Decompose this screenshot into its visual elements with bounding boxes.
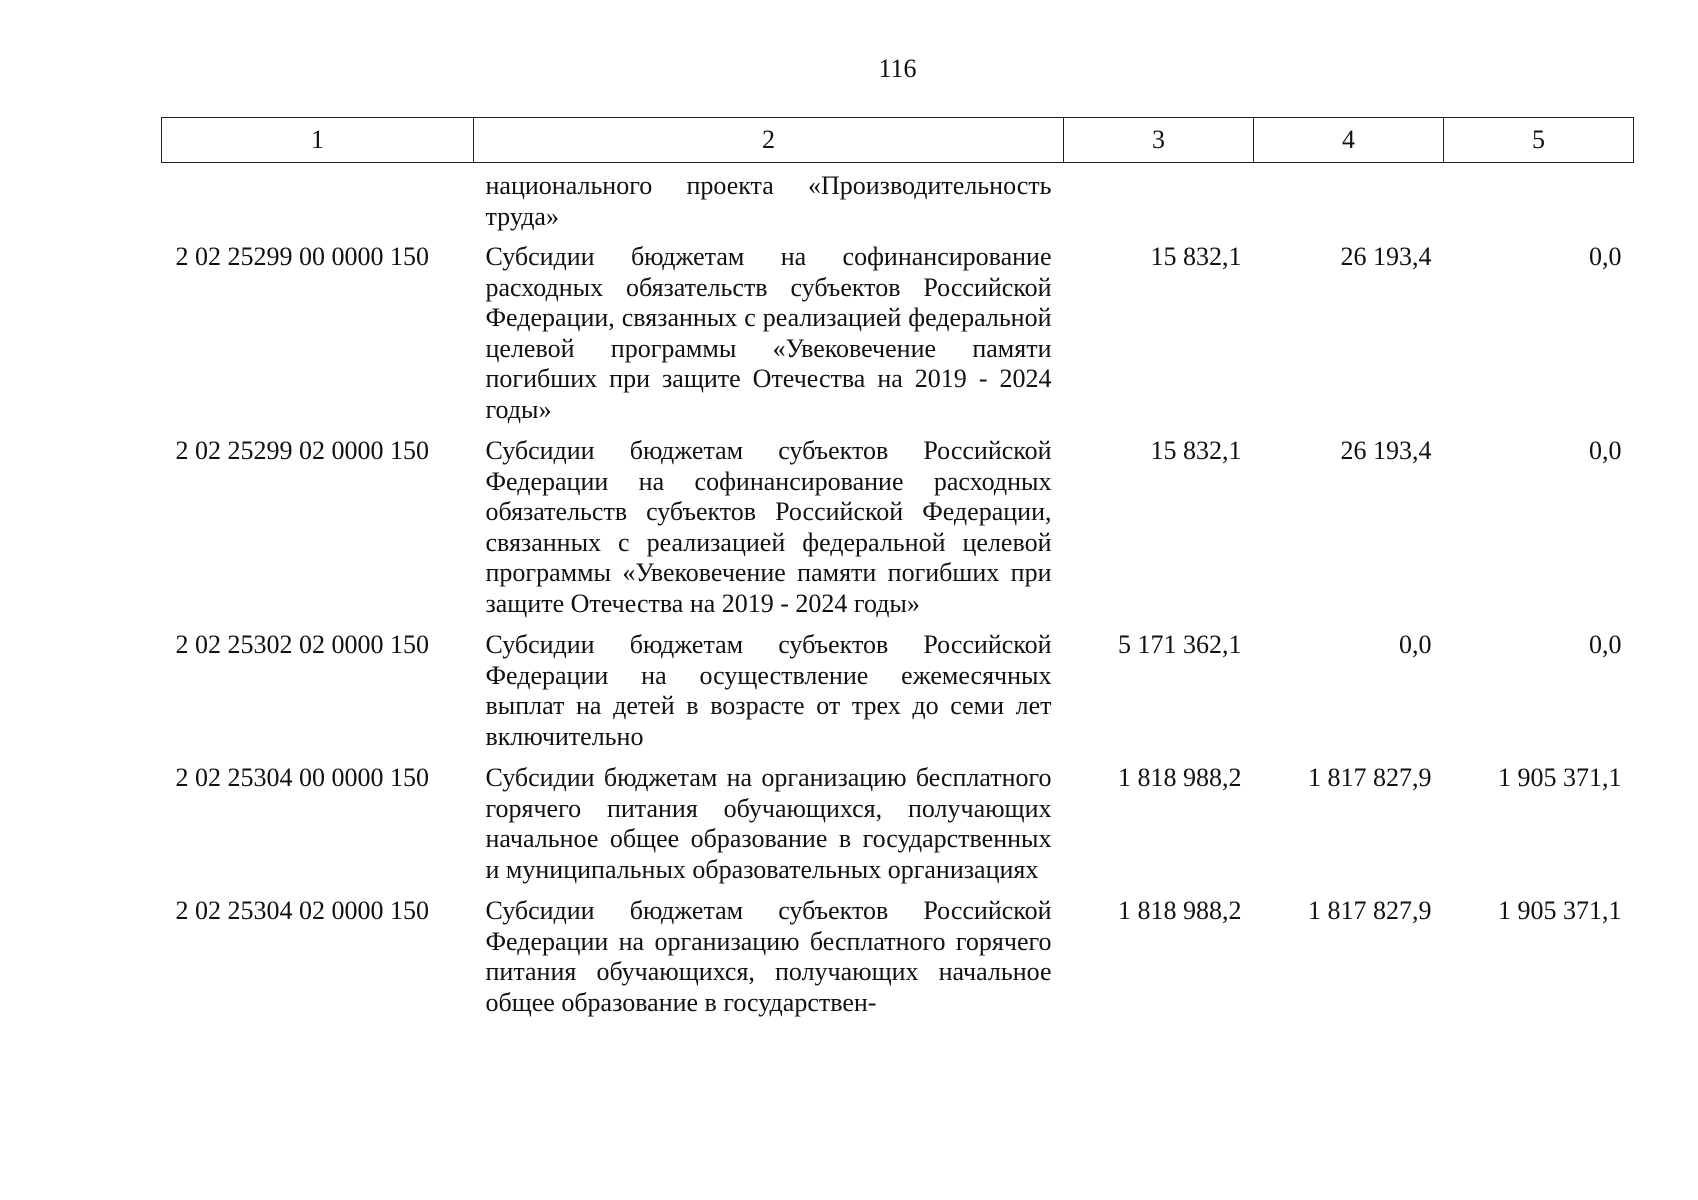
table-row [162, 763, 1634, 896]
table-row [162, 630, 1634, 763]
amount-col3-cell: 1 818 988,2 [1118, 763, 1242, 792]
budget-code-cell: 2 02 25302 02 0000 150 [175, 630, 429, 659]
budget-code-cell: 2 02 25304 02 0000 150 [175, 896, 429, 925]
amount-col5-cell [1444, 163, 1634, 243]
amount-col4-cell: 26 193,4 [1340, 242, 1432, 271]
column-header-1: 1 [162, 118, 474, 163]
description-cell: национального проекта «Производительность труда» [485, 171, 1052, 231]
table-row [162, 436, 1634, 630]
amount-col3-cell: 15 832,1 [1150, 242, 1242, 271]
column-header-4: 4 [1254, 118, 1444, 163]
table-row [162, 896, 1634, 1029]
amount-col4-cell: 26 193,4 [1340, 436, 1432, 465]
description-cell: Субсидии бюджетам субъектов Российской Федерации на софинансирование расходных обязательств субъектов Российской Федерации, связанных с реализацией федеральной целевой программы «Увековечение памяти погибших при защите Отечества на 2019 - 2024 годы» [485, 436, 1052, 618]
amount-col3-cell [1064, 163, 1254, 243]
amount-col5-cell: 0,0 [1589, 242, 1622, 271]
budget-code-cell [162, 163, 474, 243]
budget-code-cell: 2 02 25299 00 0000 150 [175, 242, 429, 271]
header-row [162, 118, 1634, 163]
budget-table [161, 117, 1634, 1029]
amount-col4-cell [1254, 163, 1444, 243]
description-cell: Субсидии бюджетам субъектов Российской Федерации на организацию бесплатного горячего питания обучающихся, получающих начальное общее образование в государствен- [485, 896, 1052, 1017]
amount-col5-cell: 1 905 371,1 [1498, 896, 1622, 925]
description-cell: Субсидии бюджетам на софинансирование расходных обязательств субъектов Российской Федерации, связанных с реализацией федеральной целевой программы «Увековечение памяти погибших при защите Отечества на 2019 - 2024 годы» [485, 242, 1052, 424]
table-header [162, 118, 1634, 163]
page-number: 116 [878, 54, 917, 83]
table-row [162, 242, 1634, 436]
budget-code-cell: 2 02 25299 02 0000 150 [175, 436, 429, 465]
amount-col4-cell: 1 817 827,9 [1308, 896, 1432, 925]
amount-col5-cell: 0,0 [1589, 436, 1622, 465]
table-body [162, 163, 1634, 1030]
amount-col4-cell: 0,0 [1399, 630, 1432, 659]
budget-code-cell: 2 02 25304 00 0000 150 [175, 763, 429, 792]
amount-col4-cell: 1 817 827,9 [1308, 763, 1432, 792]
column-header-5: 5 [1444, 118, 1634, 163]
column-header-3: 3 [1064, 118, 1254, 163]
table-row [162, 163, 1634, 243]
amount-col3-cell: 5 171 362,1 [1118, 630, 1242, 659]
amount-col3-cell: 1 818 988,2 [1118, 896, 1242, 925]
amount-col3-cell: 15 832,1 [1150, 436, 1242, 465]
column-header-2: 2 [474, 118, 1064, 163]
description-cell: Субсидии бюджетам на организацию бесплатного горячего питания обучающихся, получающих начальное общее образование в государственных и муниципальных образовательных организациях [485, 763, 1052, 884]
amount-col5-cell: 1 905 371,1 [1498, 763, 1622, 792]
amount-col5-cell: 0,0 [1589, 630, 1622, 659]
description-cell: Субсидии бюджетам субъектов Российской Федерации на осуществление ежемесячных выплат на детей в возрасте от трех до семи лет включительно [485, 630, 1052, 751]
